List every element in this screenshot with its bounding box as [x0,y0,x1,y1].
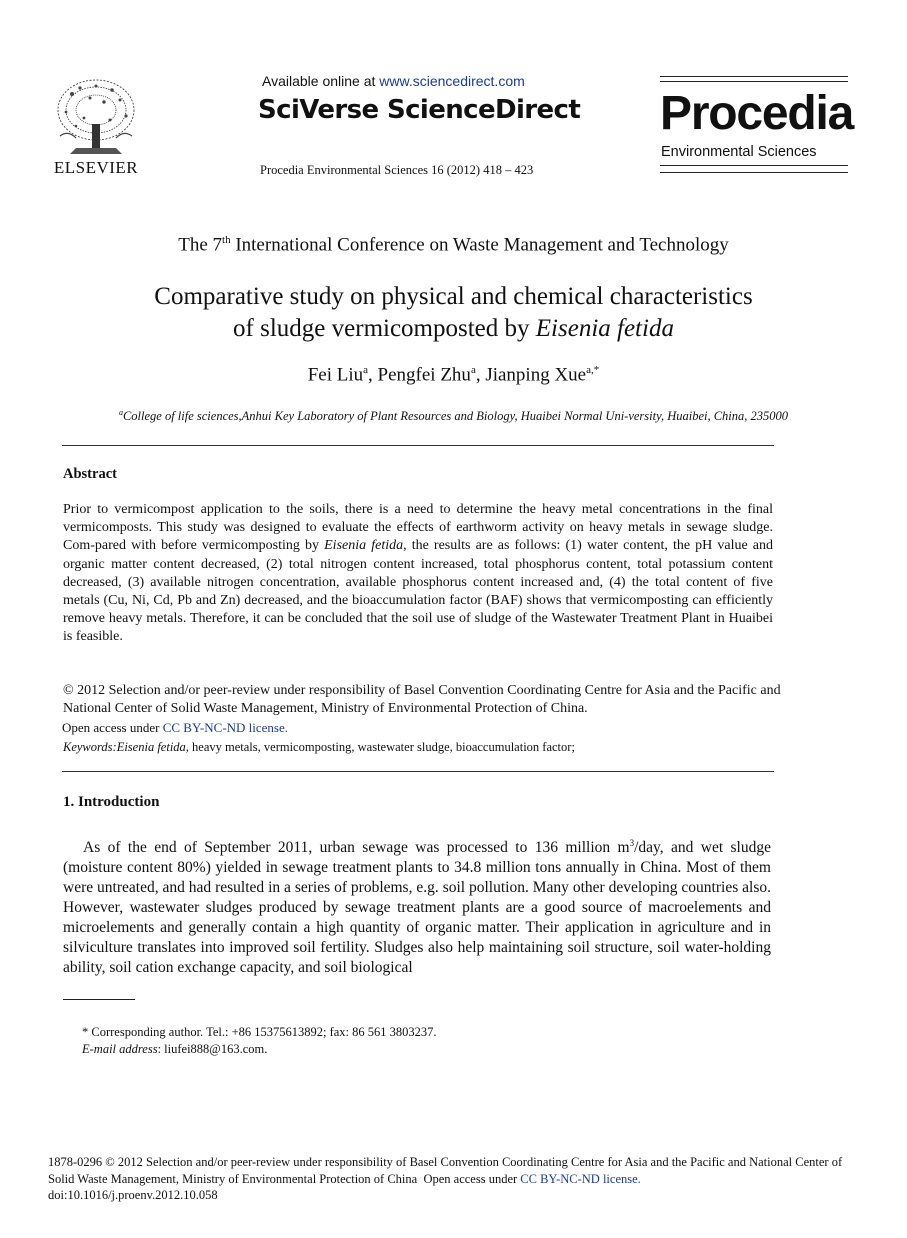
intro-text-b: /day, and wet sludge (moisture content 80%) yielded in sewage treatment plants to 34.8 million tons annually in China. Most of them were untreated, and had resulted in a series of problems, e.g. soil pollution. Many other developing countries also. However, wastewater sludges produced by sewage treatment plants are a good source of macroelements and microelements and generally contain a high quantity of organic matter. Their application in agriculture and in silviculture translates into improved soil fertility. Sludges also help maintaining soil structure, soil water-holding ability, soil cation exchange capacity, and soil biological [63,839,771,977]
title-line-1: Comparative study on physical and chemical characteristics [154,283,753,310]
affiliation-mark: a [118,408,123,417]
publisher-name: ELSEVIER [53,158,139,177]
author-affiliation-mark: a [470,364,476,376]
keywords-rest: , heavy metals, vermicomposting, wastewater sludge, bioaccumulation factor; [185,740,575,754]
email-line [82,1041,437,1058]
conference-prefix: The 7 [178,234,223,256]
author: Pengfei Zhu [377,364,471,386]
abstract-species: Eisenia fetida [324,538,404,554]
title-line-2 [0,313,907,345]
doi: doi:10.1016/j.proenv.2012.10.058 [48,1188,218,1202]
conference-ordinal: th [222,234,231,246]
section-heading-introduction: 1. Introduction [63,794,160,810]
footer-text: 1878-0296 © 2012 Selection and/or peer-review under responsibility of Basel Convention Coordinating Centre for Asia and the Pacific and National Center of Solid Waste Management, Ministry of Environmental Protection of China [48,1155,843,1186]
footer-open-access-label: Open access under [417,1171,521,1186]
title-line-2-plain: of sludge vermicomposted by [233,315,536,342]
author-affiliation-mark: a [363,364,369,376]
corresponding-author: * Corresponding author. Tel.: +86 15375613892; fax: 86 561 3803237. [82,1025,437,1039]
keywords-species: Eisenia fetida [116,740,186,754]
abstract-body [63,501,773,647]
author: Jianping Xue [485,364,587,386]
available-online [262,73,525,89]
license-link[interactable]: CC BY-NC-ND license. [162,720,289,735]
intro-superscript: 3 [629,838,635,848]
logo-rule-top-2 [660,81,848,82]
affiliation [70,403,837,426]
email-address: : liufei888@163.com. [157,1041,268,1056]
keywords [63,740,575,755]
journal-logo [660,76,854,174]
author-list: Fei Liu$^a$, Pengfei Zhu$^a$, Jianping Xue$^{a,*}$ [307,364,600,386]
available-online-label: Available online at [262,73,380,89]
abstract-heading: Abstract [63,466,117,482]
copyright-notice: © 2012 Selection and/or peer-review under responsibility of Basel Convention Coordinating Centre for Asia and the Pacific and National Center of Solid Waste Management, Ministry of Environmental Protection of China. [63,683,781,717]
abstract-part-1: Prior to vermicompost application to the soils, there is a need to determine the heavy metal concentrations in the final vermicomposts. This study was designed to evaluate the effects of earthworm activity on heavy metals in sewage sludge. Com-pared with before vermicomposting by [63,502,773,554]
title-species: Eisenia fetida [535,315,674,342]
open-access-label: Open access under [62,720,163,735]
divider-bottom [62,771,774,772]
keywords-label: Keywords: [63,740,117,754]
footer-copyright [48,1154,858,1187]
conference-suffix: International Conference on Waste Management and Technology [230,234,729,256]
author-affiliation-mark: a,* [586,364,600,376]
footnote-rule [63,999,135,1000]
email-label: E-mail address [82,1041,158,1056]
page-footer [48,1154,858,1204]
affiliation-text: College of life sciences,Anhui Key Laboratory of Plant Resources and Biology, Huaibei Normal Uni-versity, Huaibei, China, 235000 [122,409,789,424]
journal-subtitle: Environmental Sciences [661,144,817,160]
journal-reference: Procedia Environmental Sciences 16 (2012) 418 – 423 [260,163,534,177]
divider-top [62,445,774,446]
introduction-body [63,833,771,978]
footnote [82,1024,437,1057]
paper-title [0,281,907,345]
logo-rule-bottom [660,165,848,166]
abstract-part-2: , the results are as follows: (1) water content, the pH value and organic matter content decreased, (2) total nitrogen content increased, total phosphorus content, total potassium content decreased, (3) available nitrogen concentration, available phosphorus content increased and, (4) the total content of five metals (Cu, Ni, Cd, Pb and Zn) decreased, and the bioaccumulation factor (BAF) shows that vermicomposting can efficiently remove heavy metals. Therefore, it can be concluded that the soil use of sludge of the Wastewater Treatment Plant in Huaibei is feasible. [63,538,773,645]
logo-rule-bottom-2 [660,172,848,173]
sciencedirect-link[interactable]: www.sciencedirect.com [379,73,525,89]
logo-rule-top [660,76,848,77]
intro-text-a: As of the end of September 2011, urban sewage was processed to 136 million m [83,839,630,857]
platform-name: SciVerse ScienceDirect [258,95,581,125]
footer-license-link[interactable]: CC BY-NC-ND license. [520,1171,641,1186]
journal-brand: Procedia [660,87,854,140]
conference-name [0,234,907,256]
open-access-notice [62,720,288,736]
author: Fei Liu [307,364,364,386]
